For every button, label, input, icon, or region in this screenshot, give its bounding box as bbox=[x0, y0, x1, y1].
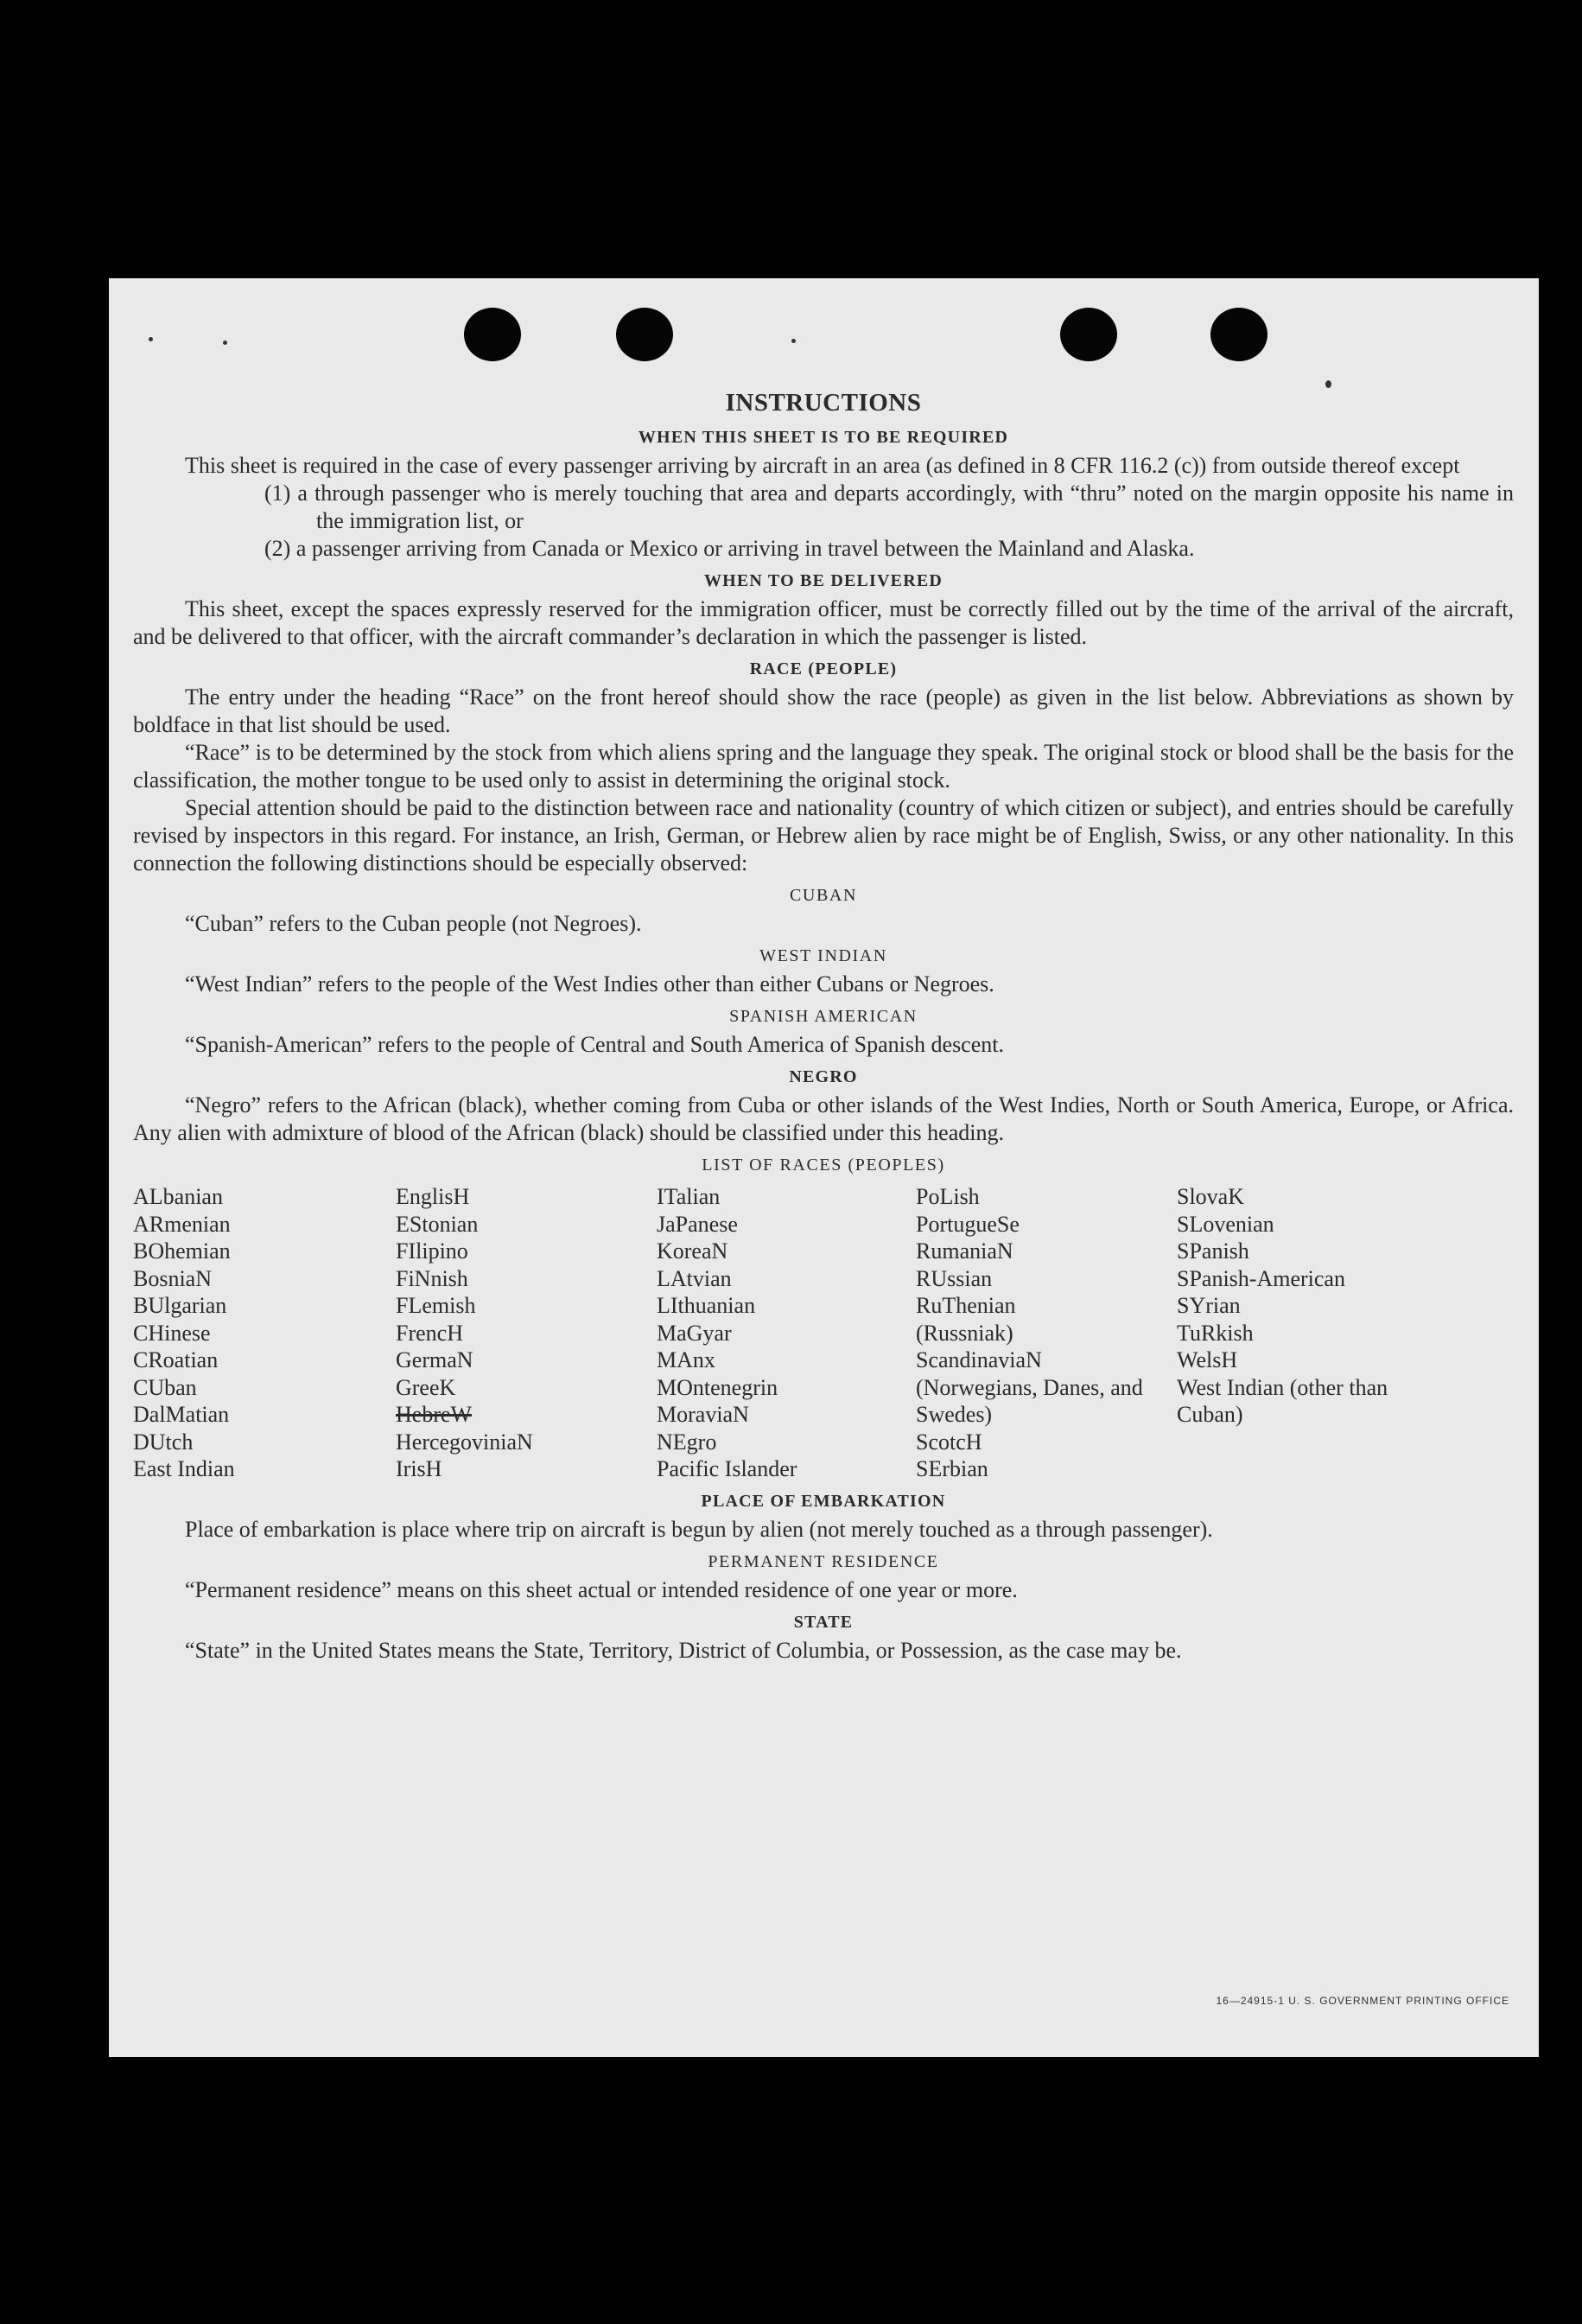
race-entry: MaGyar bbox=[657, 1320, 732, 1346]
section-heading-spanish-american: SPANISH AMERICAN bbox=[729, 1007, 918, 1026]
race-entry: BosniaN bbox=[133, 1265, 212, 1291]
races-column-3 bbox=[657, 1183, 916, 1483]
race-entry: RumaniaN bbox=[916, 1238, 1013, 1264]
race-entry: SYrian bbox=[1177, 1293, 1241, 1318]
race-entry: SLovenian bbox=[1177, 1211, 1274, 1237]
race-entry: ALbanian bbox=[133, 1184, 223, 1209]
west-indian-text: “West Indian” refers to the people of the West Indies other than either Cubans or Negroes. bbox=[185, 971, 994, 996]
race-entry: CRoatian bbox=[133, 1347, 219, 1372]
cuban-text: “Cuban” refers to the Cuban people (not Negroes). bbox=[185, 911, 642, 936]
race-entry: ARmenian bbox=[133, 1211, 231, 1237]
section-heading-state: STATE bbox=[793, 1612, 854, 1632]
race-paragraph-1: The entry under the heading “Race” on the front hereof should show the race (people) as given in the list below. Abbreviations as shown by boldface in that list should be used. bbox=[133, 684, 1514, 737]
required-item-2: (2) a passenger arriving from Canada or Mexico or arriving in travel between the Mainland and Alaska. bbox=[264, 536, 1195, 561]
speck bbox=[791, 339, 796, 343]
race-entry: TuRkish bbox=[1177, 1320, 1254, 1346]
speck bbox=[223, 341, 227, 345]
race-entry: LIthuanian bbox=[657, 1293, 756, 1318]
required-item-1: (1) a through passenger who is merely touching that area and departs accordingly, with “thru” noted on the margin opposite his name in the immigration list, or bbox=[264, 481, 1514, 533]
printer-code: 16—24915-1 U. S. GOVERNMENT PRINTING OFFICE bbox=[1216, 1995, 1509, 2007]
race-entry: FIlipino bbox=[396, 1238, 468, 1264]
race-entry: CUban bbox=[133, 1374, 197, 1400]
race-entry: IrisH bbox=[396, 1456, 442, 1481]
document-sheet bbox=[109, 278, 1539, 2057]
race-entry: JaPanese bbox=[657, 1211, 738, 1237]
race-entry: Pacific Islander bbox=[657, 1456, 797, 1481]
punch-hole bbox=[464, 308, 521, 361]
punch-hole bbox=[1060, 308, 1117, 361]
race-entry: MoraviaN bbox=[657, 1402, 749, 1427]
race-entry: CHinese bbox=[133, 1320, 211, 1346]
race-entry: WelsH bbox=[1177, 1347, 1238, 1372]
delivered-text: This sheet, except the spaces expressly reserved for the immigration officer, must be correctly filled out by the time of the arrival of the aircraft, and be delivered to that officer, with the aircraft commander’s declaration in which the passenger is listed. bbox=[133, 596, 1514, 649]
race-entry: RuThenian (Russniak) bbox=[916, 1293, 1016, 1346]
section-heading-required: WHEN THIS SHEET IS TO BE REQUIRED bbox=[638, 428, 1009, 447]
race-entry: ScandinaviaN (Norwegians, Danes, and Swedes) bbox=[916, 1347, 1143, 1427]
race-entry: FiNnish bbox=[396, 1265, 468, 1291]
race-paragraph-2: “Race” is to be determined by the stock from which aliens spring and the language they speak. The original stock or blood shall be the basis for the classification, the mother tongue to be used only to assist in determining the original stock. bbox=[133, 740, 1514, 793]
section-heading-embarkation: PLACE OF EMBARKATION bbox=[701, 1491, 946, 1511]
race-entry: PoLish bbox=[916, 1184, 980, 1209]
race-entry: BUlgarian bbox=[133, 1293, 227, 1318]
punch-hole bbox=[1210, 308, 1268, 361]
race-entry: RUssian bbox=[916, 1265, 993, 1291]
section-heading-cuban: CUBAN bbox=[789, 886, 857, 905]
races-column-2 bbox=[396, 1183, 657, 1483]
race-entry: DUtch bbox=[133, 1429, 194, 1455]
race-entry: EnglisH bbox=[396, 1184, 470, 1209]
negro-text: “Negro” refers to the African (black), whether coming from Cuba or other islands of the West Indies, North or South America, Europe, or Africa. Any alien with admixture of blood of the African (black) should be classified under this heading. bbox=[133, 1092, 1514, 1145]
race-entry: GermaN bbox=[396, 1347, 473, 1372]
race-entry: MAnx bbox=[657, 1347, 715, 1372]
race-entry: BOhemian bbox=[133, 1238, 231, 1264]
race-entry: HercegoviniaN bbox=[396, 1429, 533, 1455]
section-heading-delivered: WHEN TO BE DELIVERED bbox=[703, 571, 943, 590]
section-heading-negro: NEGRO bbox=[789, 1067, 858, 1086]
required-intro: This sheet is required in the case of every passenger arriving by aircraft in an area (as defined in 8 CFR 116.2 (c)) from outside thereof except bbox=[185, 453, 1460, 478]
race-paragraph-3: Special attention should be paid to the distinction between race and nationality (country of which citizen or subject), and entries should be carefully revised by inspectors in this regard. For instance, an Irish, German, or Hebrew alien by race might be of English, Swiss, or any other nationality. In this connection the following distinctions should be especially observed: bbox=[133, 795, 1514, 875]
race-entry: FLemish bbox=[396, 1293, 476, 1318]
race-entry: EStonian bbox=[396, 1211, 479, 1237]
section-heading-race: RACE (PEOPLE) bbox=[749, 659, 898, 678]
section-heading-races-list: LIST OF RACES (PEOPLES) bbox=[702, 1156, 945, 1175]
section-heading-west-indian: WEST INDIAN bbox=[759, 946, 887, 965]
race-entry: PortugueSe bbox=[916, 1211, 1020, 1237]
race-entry: ScotcH bbox=[916, 1429, 982, 1455]
residence-text: “Permanent residence” means on this sheet actual or intended residence of one year or more. bbox=[185, 1576, 1018, 1602]
race-entry: DalMatian bbox=[133, 1402, 230, 1427]
page-title: INSTRUCTIONS bbox=[725, 389, 922, 417]
embarkation-text: Place of embarkation is place where trip on aircraft is begun by alien (not merely touched as a through passenger). bbox=[185, 1516, 1213, 1542]
race-entry-struck: HebreW bbox=[396, 1402, 473, 1427]
races-column-5 bbox=[1177, 1183, 1436, 1483]
race-entry: GreeK bbox=[396, 1374, 456, 1400]
punch-hole bbox=[616, 308, 673, 361]
race-entry: KoreaN bbox=[657, 1238, 728, 1264]
race-entry: ITalian bbox=[657, 1184, 721, 1209]
section-heading-residence: PERMANENT RESIDENCE bbox=[708, 1551, 939, 1571]
spanish-american-text: “Spanish-American” refers to the people of Central and South America of Spanish descent. bbox=[185, 1032, 1004, 1057]
races-column-1 bbox=[133, 1183, 396, 1483]
state-text: “State” in the United States means the State, Territory, District of Columbia, or Possession, as the case may be. bbox=[185, 1637, 1182, 1663]
race-entry: SErbian bbox=[916, 1456, 988, 1481]
races-list bbox=[133, 1183, 1514, 1483]
race-entry: FrencH bbox=[396, 1320, 463, 1346]
race-entry: LAtvian bbox=[657, 1265, 732, 1291]
race-entry: East Indian bbox=[133, 1456, 235, 1481]
race-entry: NEgro bbox=[657, 1429, 717, 1455]
race-entry: SPanish bbox=[1177, 1238, 1249, 1264]
races-column-4 bbox=[916, 1183, 1177, 1483]
race-entry: SlovaK bbox=[1177, 1184, 1244, 1209]
race-entry: West Indian (other than Cuban) bbox=[1177, 1374, 1388, 1427]
race-entry: SPanish-American bbox=[1177, 1265, 1345, 1291]
instructions-content bbox=[133, 386, 1514, 1665]
race-entry: MOntenegrin bbox=[657, 1374, 778, 1400]
speck bbox=[149, 337, 153, 341]
